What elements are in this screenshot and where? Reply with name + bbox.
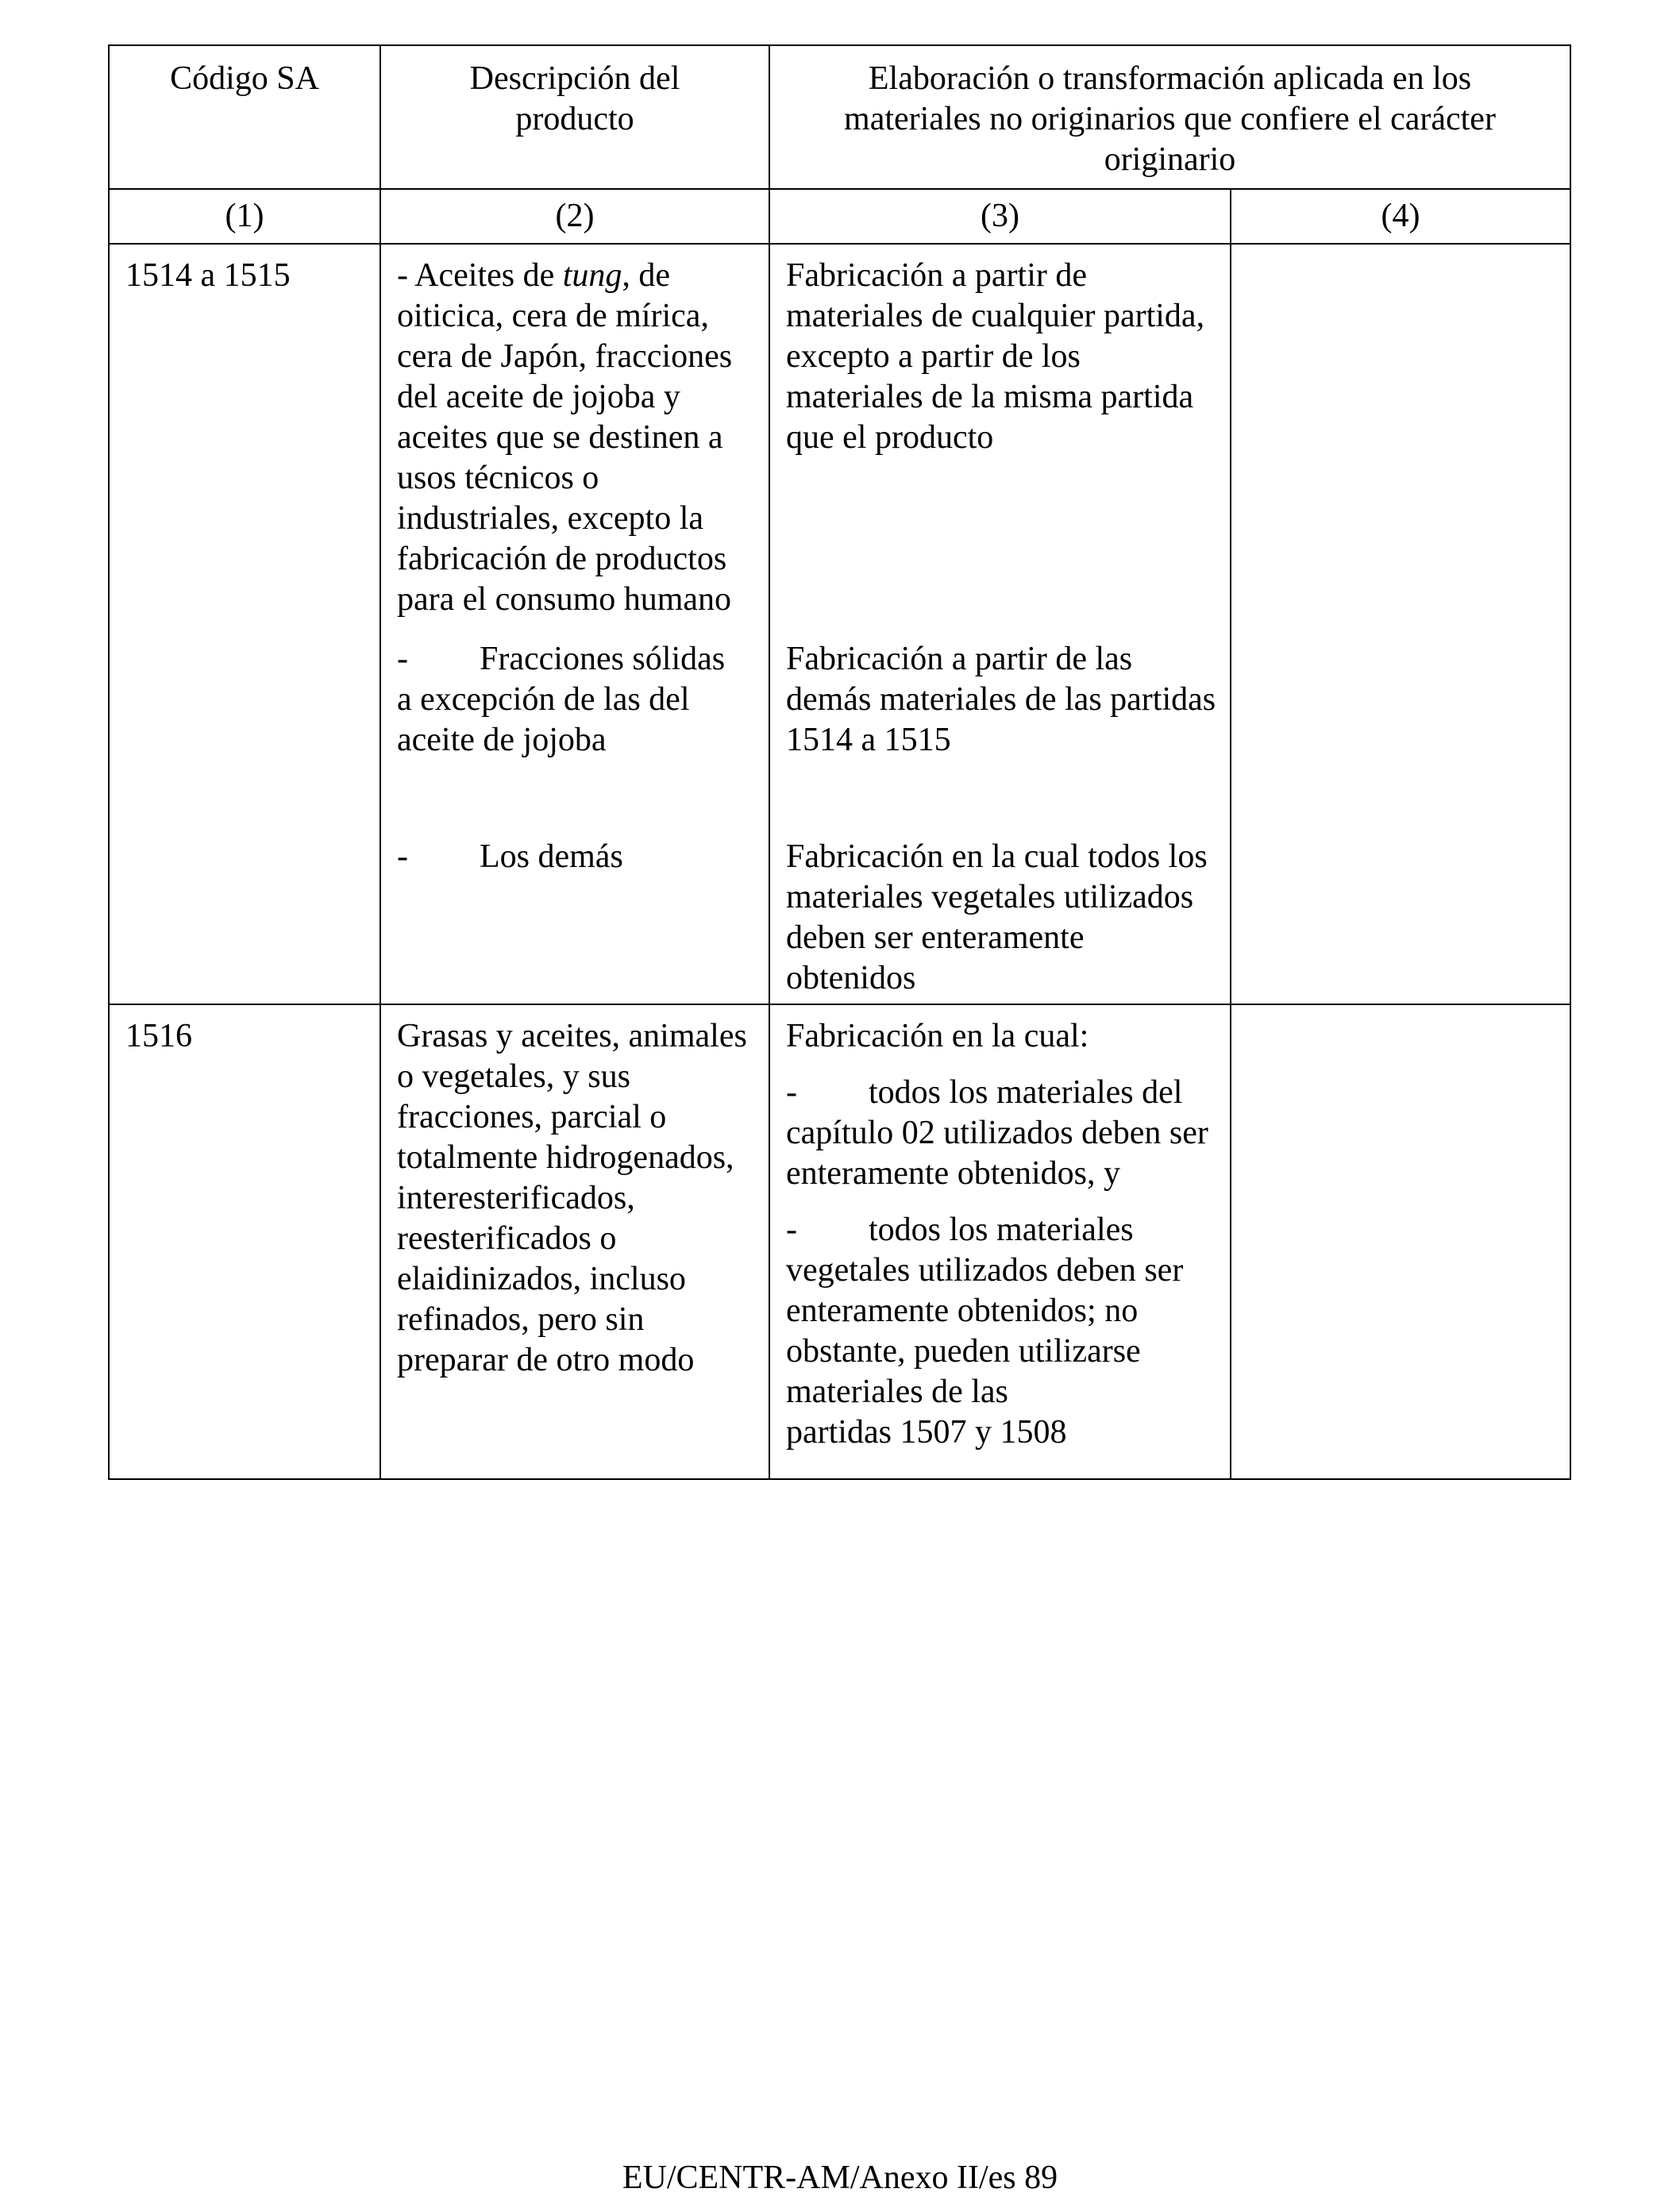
rule-text: capítulo 02 utilizados deben ser enteramente obtenidos, y: [786, 1115, 1208, 1192]
rule-entry: Fabricación a partir de las demás materiales de las partidas 1514 a 1515: [786, 641, 1216, 758]
rule-entry: Fabricación en la cual todos los materiales vegetales utilizados deben ser enteramente obtenidos: [786, 838, 1208, 996]
dash-marker: -: [397, 838, 408, 875]
header-descripcion: [380, 45, 769, 189]
rule-cell: [769, 244, 1231, 1004]
header-codigo: Código SA: [109, 45, 380, 189]
column-number-row: [109, 189, 1570, 244]
column-number-2: (2): [380, 189, 769, 244]
description-text: Fracciones sólidas: [480, 641, 726, 677]
description-entry: Grasas y aceites, animales o vegetales, y sus fracciones, parcial o totalmente hidrogenados, interesterificados, reesterificados o elaidinizados, incluso refinados, pero sin preparar de otro modo: [397, 1018, 747, 1378]
rule-text: todos los materiales del: [869, 1074, 1183, 1111]
table-row: [109, 244, 1570, 1004]
rules-table: [108, 44, 1571, 1480]
rule-entry: Fabricación en la cual:: [786, 1018, 1089, 1054]
header-descripcion-text: Descripción del producto: [469, 60, 680, 137]
rule-text: partidas 1507 y 1508: [786, 1414, 1067, 1451]
table-row: [109, 1004, 1570, 1479]
description-entry: [397, 837, 757, 877]
column-4-cell: [1231, 244, 1570, 1004]
description-entry: [397, 256, 757, 620]
header-elaboracion: [769, 45, 1570, 189]
dash-marker: -: [397, 641, 408, 677]
hs-code-cell: 1514 a 1515: [109, 244, 380, 1004]
rule-text: vegetales utilizados deben ser enteramente obtenidos; no obstante, pueden utilizarse materiales de las: [786, 1252, 1184, 1410]
rule-entry: Fabricación a partir de materiales de cualquier partida, excepto a partir de los materiales de la misma partida que el producto: [786, 257, 1205, 456]
dash-marker: -: [786, 1212, 797, 1248]
description-text: Los demás: [480, 838, 623, 875]
column-number-3: (3): [769, 189, 1231, 244]
rule-entry: [786, 1210, 1219, 1453]
dash-marker: -: [786, 1074, 797, 1111]
header-elaboracion-text: Elaboración o transformación aplicada en los materiales no originarios que confiere el carácter originario: [844, 60, 1496, 178]
header-row: [109, 45, 1570, 189]
rule-entry: [786, 1073, 1219, 1194]
column-number-1: (1): [109, 189, 380, 244]
column-number-4: (4): [1231, 189, 1570, 244]
description-cell: [380, 1004, 769, 1479]
description-entry: [397, 639, 757, 761]
hs-code-cell: 1516: [109, 1004, 380, 1479]
page-footer: EU/CENTR-AM/Anexo II/es 89: [622, 2160, 1058, 2196]
rule-cell: [769, 1004, 1231, 1479]
description-text: - Aceites de: [397, 257, 563, 294]
description-text: a excepción de las del aceite de jojoba: [397, 681, 690, 758]
description-italic-term: tung: [562, 257, 622, 294]
rule-text: todos los materiales: [869, 1212, 1134, 1248]
description-text: , de oiticica, cera de mírica, cera de Japón, fracciones del aceite de jojoba y aceites que se destinen a usos técnicos o industriales, excepto la fabricación de productos para el consumo humano: [397, 257, 733, 618]
column-4-cell: [1231, 1004, 1570, 1479]
description-cell: [380, 244, 769, 1004]
